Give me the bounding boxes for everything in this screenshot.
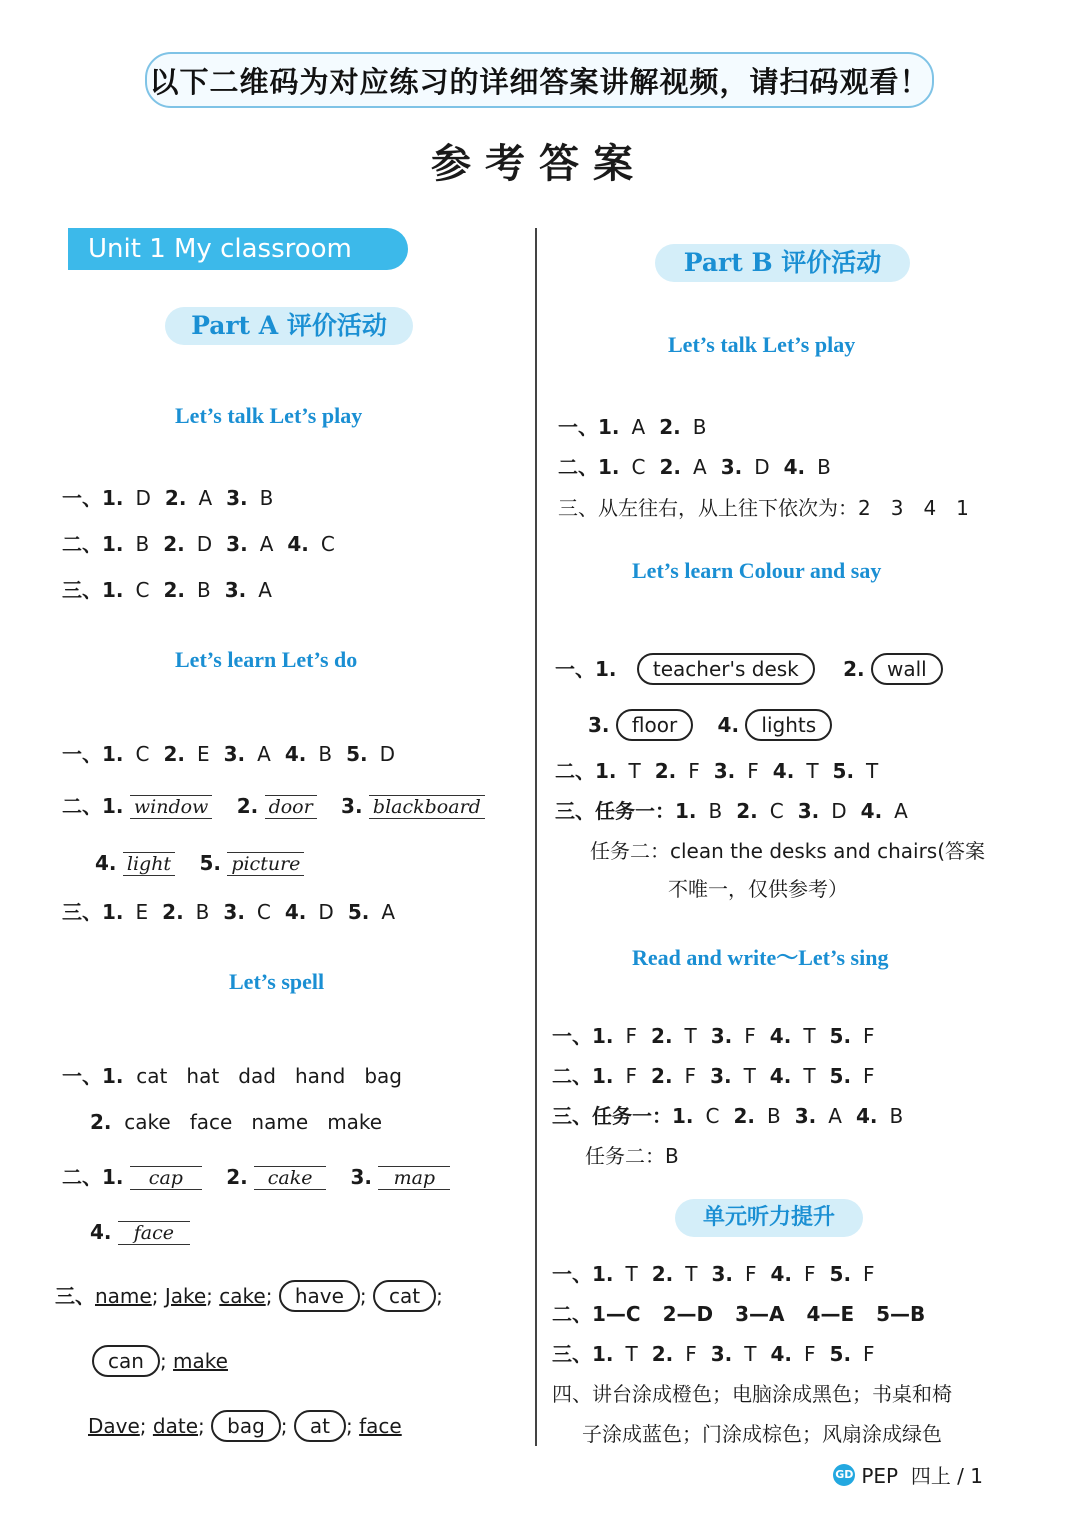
question-number: 4. [772,759,795,783]
answer-value: A [828,1104,842,1128]
gd-logo-icon: GD [833,1464,855,1486]
question-number: 4. [783,455,806,479]
answer-row [555,797,908,825]
answer-value: B [889,1104,904,1128]
answer-value: B [708,799,723,823]
answer-value: C [769,799,784,823]
answer-value: B [197,578,211,602]
answer-value: T [866,759,879,783]
question-number: 二、1. [558,455,620,479]
answer-row-handwriting: 4. light 5. picture [95,849,304,877]
answer-row [558,453,831,481]
question-number: 一、1. [552,1262,614,1286]
answer-row [62,484,273,512]
section-title: Let’s spell [229,969,325,994]
question-number: 4. [769,1024,792,1048]
question-number: 3. [223,900,245,924]
question-number: 4. [284,742,307,766]
question-number: 2. [659,455,681,479]
answer-pair: 3—A [735,1302,785,1326]
circled-word: have [279,1280,360,1312]
answer-value: E [197,742,210,766]
answer-value: A [259,532,274,556]
answer-value: T [803,1024,816,1048]
part-b-heading: Part B 评价活动 [655,244,910,282]
handwritten-answer: light [123,852,175,876]
answer-pair: 2—D [662,1302,714,1326]
question-number: 三、1. [62,578,124,602]
answer-value: D [831,799,847,823]
answer-value: C [135,742,150,766]
question-number: 3. [710,1342,733,1366]
answer-value: F [744,1262,757,1286]
answer-value: B [692,415,707,439]
circled-word: lights [745,709,832,741]
question-number: 4. [287,532,309,556]
question-number: 三、1. [62,900,124,924]
question-number: 二、1. [555,759,617,783]
answer-value: F [804,1342,816,1366]
answer-value: E [135,900,149,924]
answer-value: F [863,1024,875,1048]
question-number: 3. [226,532,248,556]
question-number: 一、1. [558,415,620,439]
question-number: 5. [829,1342,852,1366]
page-footer [833,1460,983,1489]
answer-value: A [381,900,396,924]
answer-row: 三、name; Jake; cake; have ; cat ; [55,1280,443,1312]
question-number: 4. [770,1262,793,1286]
answer-row [62,530,335,558]
answer-value: C [631,455,646,479]
question-number: 2. [163,578,185,602]
question-number: 三、任务一：1. [555,799,697,823]
answer-row: 不唯一，仅供参考） [668,877,848,901]
answer-row-handwriting: 4. face [90,1218,190,1246]
question-number: 二、1. [62,532,124,556]
question-number: 4. [770,1342,793,1366]
question-number: 3. [713,759,736,783]
section-title: Let’s learn Colour and say [632,558,882,583]
answer-value: T [625,1262,638,1286]
answer-value: B [318,742,333,766]
handwritten-answer: cake [254,1166,326,1190]
question-number: 5. [829,1262,852,1286]
answer-row [552,1300,947,1328]
question-number: 5. [832,759,855,783]
question-number: 一、1. [552,1024,614,1048]
question-number: 3. [720,455,743,479]
answer-row: 一、1. teacher's desk 2. wall [555,653,943,685]
question-number: 3. [794,1104,817,1128]
answer-row [552,1022,875,1050]
handwritten-answer: door [265,795,317,819]
answer-value: B [195,900,210,924]
answer-value: F [684,1064,697,1088]
answer-value: T [744,1342,757,1366]
question-number: 3. [710,1064,732,1088]
question-number: 5. [347,900,370,924]
answer-value: T [803,1064,816,1088]
question-number: 5. [829,1024,852,1048]
question-number: 三、任务一：1. [552,1104,694,1128]
circled-word: floor [616,709,693,741]
handwritten-answer: face [118,1221,190,1245]
question-number: 一、1. [62,486,124,510]
answer-row: 一、1. cat hat dad hand bag [62,1064,402,1088]
question-number: 2. [733,1104,755,1128]
answer-value: A [631,415,646,439]
answer-value: A [257,742,271,766]
question-number: 2. [163,532,185,556]
question-number: 2. [651,1064,673,1088]
question-number: 二、1. [552,1064,614,1088]
question-number: 3. [797,799,820,823]
answer-value: T [684,1024,697,1048]
section-title: 单元听力提升 [675,1199,863,1237]
handwritten-answer: blackboard [369,795,485,819]
handwritten-answer: map [378,1166,450,1190]
answer-value: F [625,1024,638,1048]
answer-row [555,757,878,785]
answer-value: B [259,486,274,510]
answer-value: T [628,759,641,783]
answer-row [62,740,395,768]
question-number: 3. [223,742,246,766]
circled-word: at [294,1410,346,1442]
question-number: 4. [860,799,883,823]
answer-value: F [804,1262,816,1286]
answer-row: 子涂成蓝色；门涂成棕色；风扇涂成绿色 [582,1422,942,1446]
handwritten-answer: window [130,795,212,819]
answer-row [552,1260,875,1288]
answer-row: can ; make [92,1345,228,1377]
question-number: 2. [736,799,758,823]
question-number: 一、1. [62,742,124,766]
question-number: 3. [711,1262,733,1286]
question-number: 2. [164,486,187,510]
answer-row: 2. cake face name make [90,1110,383,1134]
handwritten-answer: cap [130,1166,202,1190]
handwritten-answer: picture [227,852,304,876]
question-number: 2. [651,1342,674,1366]
answer-value: A [258,578,272,602]
answer-value: C [705,1104,720,1128]
answer-pair: 5—B [876,1302,926,1326]
section-title: Let’s talk Let’s play [668,332,856,357]
page-number: PEP 四上 / 1 [861,1464,983,1488]
question-number: 2. [651,1024,673,1048]
answer-value: A [693,455,707,479]
question-number: 3. [710,1024,733,1048]
answer-value: F [685,1342,697,1366]
question-number: 4. [284,900,307,924]
question-number: 5. [346,742,368,766]
question-number: 4. [769,1064,792,1088]
question-number: 2. [659,415,681,439]
answer-row [62,898,395,926]
answer-value: F [688,759,700,783]
circled-word: wall [871,653,943,685]
answer-row [552,1102,903,1130]
question-number: 3. [224,578,247,602]
question-number: 4. [855,1104,878,1128]
answer-value: B [767,1104,781,1128]
answer-row [558,413,706,441]
question-number: 三、1. [552,1342,614,1366]
answer-value: D [379,742,396,766]
question-number: 5. [829,1064,852,1088]
header-banner: 以下二维码为对应练习的详细答案讲解视频，请扫码观看！ [145,52,934,108]
circled-word: cat [373,1280,436,1312]
answer-value: F [863,1262,875,1286]
answer-value: F [747,759,759,783]
answer-value: F [625,1064,638,1088]
question-number: 2. [163,742,185,766]
answer-value: C [135,578,150,602]
question-number: 2. [162,900,184,924]
question-number: 2. [651,1262,674,1286]
section-title: Let’s learn Let’s do [175,647,358,672]
circled-word: can [92,1345,160,1377]
answer-value: D [135,486,151,510]
answer-row-handwriting: 二、1. cap 2. cake 3. map [62,1163,450,1191]
answer-row [552,1062,875,1090]
column-divider [535,228,537,1446]
answer-value: F [744,1024,756,1048]
answer-row: 四、讲台涂成橙色；电脑涂成黑色；书桌和椅 [552,1382,952,1406]
question-number: 3. [226,486,248,510]
answer-row [552,1340,875,1368]
part-a-heading: Part A 评价活动 [165,307,413,345]
page-title: 参考答案 [431,141,647,187]
answer-row: 任务二：B [585,1144,679,1168]
answer-value: C [320,532,335,556]
answer-value: T [743,1064,756,1088]
answer-row: 三、从左往右，从上往下依次为：2 3 4 1 [558,496,969,520]
answer-value: D [754,455,770,479]
section-title: Read and write～Let’s sing [632,945,889,970]
answer-value: F [863,1064,875,1088]
circled-word: bag [211,1410,281,1442]
answer-value: T [685,1262,698,1286]
answer-value: B [135,532,150,556]
question-number: 2. [654,759,677,783]
answer-row-handwriting: 二、1. window 2. door 3. blackboard [62,792,485,820]
answer-value: A [894,799,908,823]
answer-row: 任务二：clean the desks and chairs(答案 [590,839,986,863]
answer-value: T [806,759,819,783]
answer-row: Dave; date; bag ; at ; face [88,1410,402,1442]
answer-value: D [318,900,334,924]
answer-value: T [625,1342,638,1366]
answer-pair: 二、1—C [552,1302,641,1326]
answer-value: C [256,900,271,924]
answer-row [62,576,272,604]
answer-row: 3. floor 4. lights [588,709,832,741]
unit-title: Unit 1 My classroom [68,228,408,270]
answer-value: A [198,486,213,510]
answer-value: D [196,532,213,556]
answer-value: B [817,455,831,479]
circled-word: teacher's desk [637,653,815,685]
answer-pair: 4—E [806,1302,855,1326]
section-title: Let’s talk Let’s play [175,403,363,428]
answer-value: F [863,1342,875,1366]
